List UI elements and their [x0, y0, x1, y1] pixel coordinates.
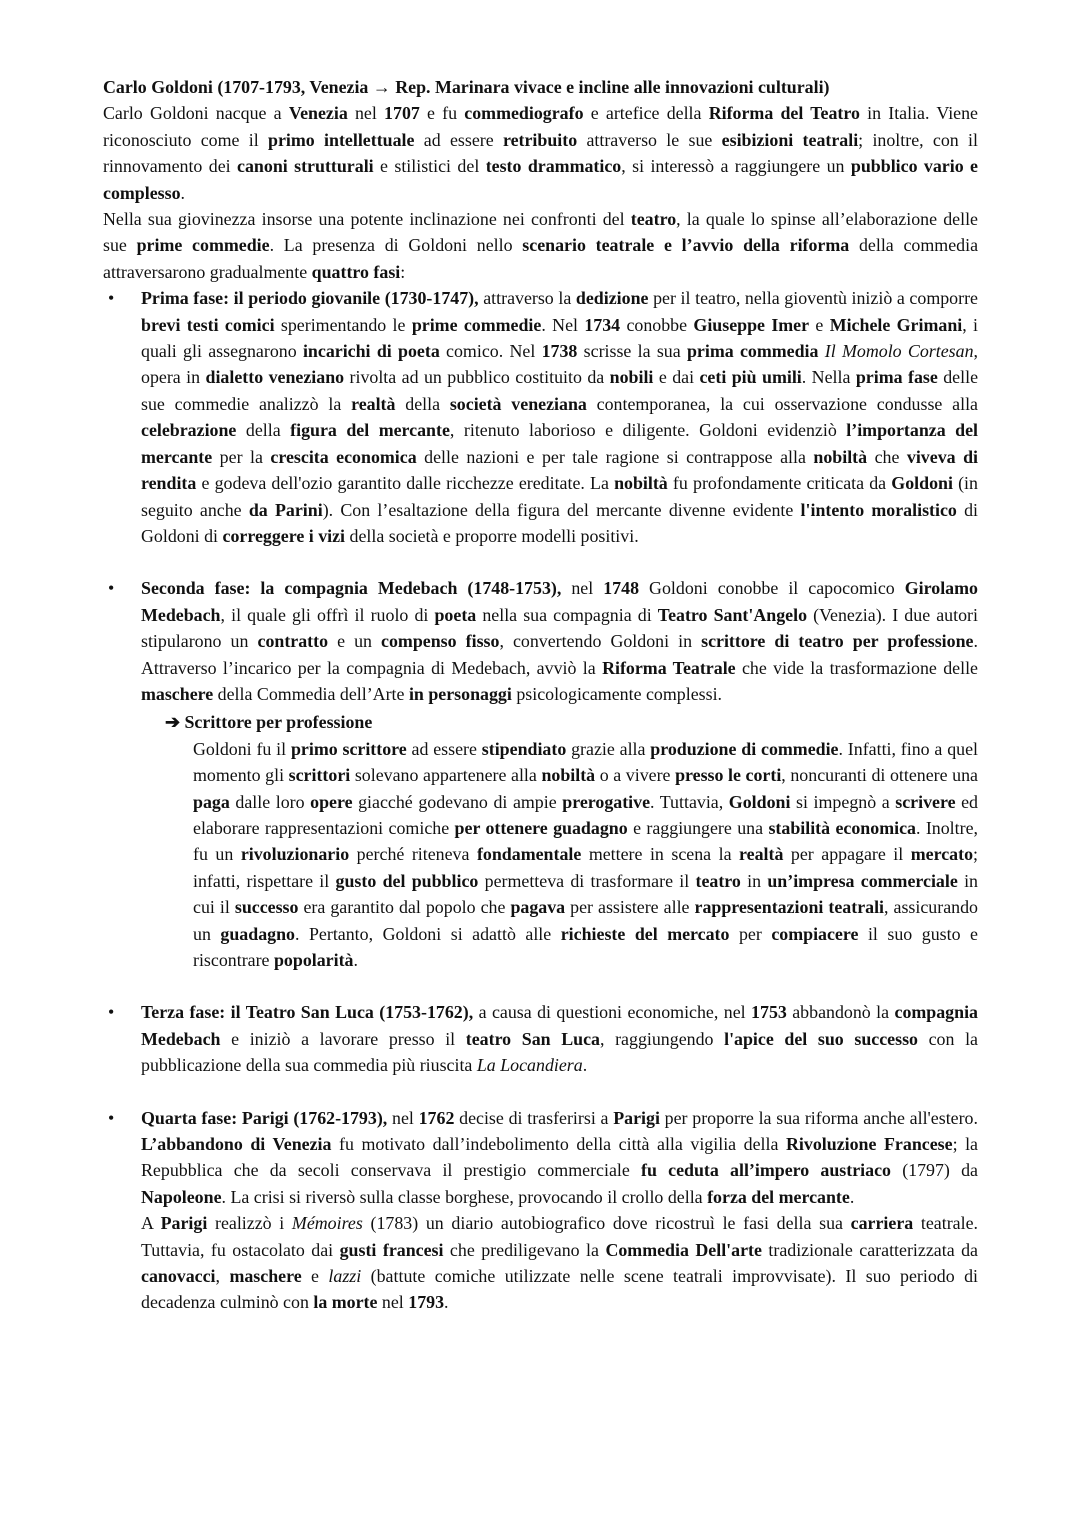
text-run: nobiltà — [541, 765, 596, 786]
text-run: : — [400, 261, 406, 282]
text-run: Napoleone — [141, 1186, 222, 1207]
text-run: canovacci — [141, 1266, 216, 1287]
text-run: per il teatro, nella gioventù iniziò a comporre — [648, 288, 978, 309]
text-run: . La presenza di Goldoni nello — [269, 235, 523, 256]
text-run: Parigi — [613, 1107, 660, 1128]
text-run: delle nazioni e per tale ragione si contrappose alla — [416, 446, 814, 467]
text-run: . Inoltre, fu un — [193, 817, 978, 865]
text-run: quattro fasi — [311, 261, 401, 282]
text-run: il suo gusto e riscontrare — [193, 923, 978, 970]
text-run: (Venezia). I due autori stipularono un — [141, 604, 978, 652]
text-run: l'apice del suo successo — [724, 1028, 918, 1049]
text-run: e godeva dell'ozio garantito dalle ricchezze ereditate. La — [196, 473, 615, 494]
phases-list — [103, 285, 978, 1316]
text-run: rivoluzionario — [240, 844, 350, 865]
text-run: rappresentazioni teatrali — [694, 897, 885, 918]
text-run: . — [353, 950, 358, 970]
text-run: Carlo Goldoni nacque a — [103, 103, 289, 124]
text-run: conobbe — [620, 314, 694, 335]
text-run: Goldoni fu il — [193, 738, 291, 759]
text-run: e iniziò a lavorare presso il — [220, 1028, 466, 1049]
text-run: scrivere — [895, 791, 956, 812]
text-run: teatro San Luca — [465, 1028, 600, 1049]
text-run: , si interessò a raggiungere un — [621, 156, 851, 177]
text-run: opere — [310, 791, 353, 812]
text-run: 1762 — [418, 1107, 455, 1128]
text-run: per assistere alle — [565, 897, 695, 918]
text-run: prima commedia — [686, 341, 819, 362]
text-run: nel — [561, 578, 604, 599]
text-run: canoni strutturali — [237, 156, 374, 177]
text-run: nel — [377, 1292, 409, 1313]
text-run: . Infatti, fino a quel momento gli — [193, 738, 978, 786]
text-run: nel — [387, 1107, 419, 1128]
text-run: scenario teatrale e l’avvio della riforma — [522, 235, 850, 256]
text-run: e — [809, 314, 830, 335]
text-run: , la quale lo spinse all’elaborazione delle sue — [103, 209, 978, 256]
text-run: (battute comiche utilizzate nelle scene teatrali improvvisate). Il suo periodo di decadenza culminò con — [141, 1266, 978, 1313]
text-run: e — [301, 1266, 329, 1287]
text-run: A — [141, 1213, 161, 1234]
text-run: psicologicamente complessi. — [511, 683, 723, 704]
text-run: successo — [234, 897, 299, 918]
text-run: incarichi di poeta — [302, 341, 440, 362]
text-run: 1707 — [384, 103, 420, 124]
text-run: grazie alla — [566, 738, 651, 759]
text-run: , convertendo Goldoni in — [499, 631, 702, 652]
text-run: retribuito — [502, 129, 578, 150]
text-run: dialetto veneziano — [205, 367, 345, 388]
text-run: fu profondamente criticata da — [667, 473, 892, 494]
text-run: . Nel — [541, 314, 585, 335]
text-run: a causa di questioni economiche, nel — [473, 1002, 752, 1023]
text-run: . — [582, 1055, 588, 1076]
text-run: ; la Repubblica che da secoli conservava il prestigio commerciale — [141, 1134, 979, 1181]
text-run: in cui il — [193, 870, 978, 918]
text-run: Prima fase: il periodo giovanile (1730-1747), — [141, 288, 479, 309]
text-run: , i quali gli assegnarono — [141, 314, 979, 362]
text-run: della Commedia dell’Arte — [213, 683, 409, 704]
text-run: pubblico vario e complesso — [103, 156, 978, 203]
phase-item-fourth — [103, 1105, 978, 1316]
text-run: che — [867, 446, 907, 467]
text-run: , ritenuto laborioso e diligente. Goldoni evidenziò — [449, 420, 847, 441]
text-run: teatro — [630, 209, 677, 230]
text-run: (in seguito anche — [141, 473, 978, 520]
text-run: l’importanza del mercante — [141, 420, 979, 467]
text-run: scrittore di teatro per professione — [701, 631, 974, 652]
text-run: scrittori — [288, 765, 351, 786]
text-run: viveva di rendita — [141, 446, 978, 494]
text-run: guadagno — [220, 923, 295, 944]
text-run: , raggiungendo — [600, 1028, 725, 1049]
text-run: ceti più umili — [699, 367, 802, 388]
intro-section — [103, 100, 978, 285]
text-run: e fu — [419, 103, 465, 124]
text-run: realizzò i — [207, 1213, 292, 1234]
text-run: prerogative — [562, 791, 651, 812]
text-run: comico. Nel — [439, 341, 542, 362]
text-run: la morte — [313, 1292, 378, 1313]
text-run: Riforma Teatrale — [602, 657, 736, 678]
text-run: con la pubblicazione della sua commedia più riuscita — [141, 1028, 978, 1076]
text-run: . Tuttavia, — [650, 791, 729, 812]
text-run: La Locandiera — [476, 1055, 583, 1076]
text-run: contratto — [257, 631, 329, 652]
text-run: per appagare il — [783, 844, 911, 865]
text-run: compiacere — [771, 923, 859, 944]
text-run: per ottenere guadagno — [454, 817, 628, 838]
text-run: Il Momolo Cortesan — [824, 341, 974, 362]
text-run: solevano appartenere alla — [350, 765, 542, 786]
subsection-heading — [165, 709, 978, 735]
text-run: produzione di commedie — [650, 738, 839, 759]
text-run: carriera — [850, 1213, 914, 1234]
text-run: paga — [193, 791, 230, 812]
text-run: Mémoires — [291, 1213, 363, 1234]
text-run: fu ceduta all’impero austriaco — [641, 1160, 891, 1181]
text-run: per la — [212, 446, 271, 467]
text-run: e dai — [653, 367, 700, 388]
intro-paragraph — [103, 206, 978, 285]
text-run: compenso fisso — [381, 631, 500, 652]
text-run: brevi testi comici — [141, 314, 275, 335]
text-run: ; infatti, rispettare il — [193, 844, 979, 891]
text-run: rivolta ad un pubblico costituito da — [344, 367, 610, 388]
text-run: e artefice della — [583, 103, 709, 124]
text-run: poeta — [434, 604, 477, 625]
text-run: e un — [328, 631, 382, 652]
text-run: Commedia Dell'arte — [605, 1239, 762, 1260]
text-run: perché riteneva — [349, 844, 477, 865]
text-run: gusto del pubblico — [335, 870, 479, 891]
text-run: dalle loro — [229, 791, 311, 812]
text-run: Girolamo Medebach — [141, 578, 978, 625]
text-run: L’abbandono di Venezia — [141, 1134, 332, 1155]
text-run: scrisse la sua — [577, 341, 687, 362]
text-run: in Italia. Viene riconosciuto come il — [103, 103, 978, 150]
text-run: Quarta fase: Parigi (1762-1793), — [141, 1107, 388, 1128]
text-run: della società e proporre modelli positivi. — [345, 525, 639, 546]
text-run: presso le corti — [675, 765, 782, 786]
text-run: nella sua compagnia di — [476, 604, 658, 625]
text-run: ad essere — [406, 738, 482, 759]
text-run: Goldoni — [891, 473, 953, 494]
text-run: . — [180, 182, 186, 203]
text-run: in — [740, 870, 768, 891]
text-run: di Goldoni di — [141, 499, 978, 546]
text-run: delle sue commedie analizzò la — [141, 367, 979, 414]
text-run: crescita economica — [270, 446, 417, 467]
text-run: Teatro Sant'Angelo — [657, 604, 808, 625]
intro-paragraph — [103, 100, 978, 206]
text-run: tradizionale caratterizzata da — [761, 1239, 978, 1260]
text-run: Nella sua giovinezza insorse una potente inclinazione nei confronti del — [103, 209, 631, 230]
text-run: Michele Grimani — [829, 314, 963, 335]
text-run: sperimentando le — [274, 314, 412, 335]
text-run: era garantito dal popolo che — [298, 897, 511, 918]
subsection-paragraph — [193, 736, 978, 974]
text-run: Parigi — [160, 1213, 208, 1234]
text-run: teatro — [695, 870, 741, 891]
text-run: mettere in scena la — [581, 844, 740, 865]
phase-paragraph — [141, 575, 978, 707]
text-run: l'intento moralistico — [800, 499, 957, 520]
text-run: . Pertanto, Goldoni si adattò alle — [294, 923, 561, 944]
text-run: decise di trasferirsi a — [454, 1107, 614, 1128]
text-run: teatrale. Tuttavia, fu ostacolato dai — [141, 1213, 978, 1260]
text-run: 1793 — [408, 1292, 445, 1313]
text-run: (1797) da — [890, 1160, 978, 1181]
text-run: attraverso la — [478, 288, 576, 309]
text-run: nel — [347, 103, 385, 124]
text-run: permetteva di trasformare il — [478, 870, 696, 891]
text-run: . Nella — [801, 367, 856, 388]
text-run: , noncuranti di ottenere una — [781, 765, 978, 786]
text-run: dedizione — [575, 288, 649, 309]
text-run: ). Con l’esaltazione della figura del mercante divenne evidente — [322, 499, 801, 520]
text-run: si impegnò a — [790, 791, 896, 812]
document-title: Carlo Goldoni (1707-1793, Venezia → Rep. Marinara vivace e incline alle innovazioni culturali) — [103, 77, 830, 97]
text-run: per — [729, 923, 772, 944]
text-run: Goldoni — [728, 791, 791, 812]
text-run: da Parini — [248, 499, 323, 520]
text-run: ad essere — [414, 129, 503, 150]
text-run: 1734 — [584, 314, 621, 335]
text-run: Goldoni conobbe il capocomico — [639, 578, 905, 599]
text-run: richieste del mercato — [560, 923, 730, 944]
text-run: prima fase — [855, 367, 938, 388]
text-run: commediografo — [464, 103, 584, 124]
text-run: maschere — [141, 683, 214, 704]
text-run: stabilità economica — [768, 817, 916, 838]
text-run: realtà — [351, 393, 396, 414]
text-run: (1783) un diario autobiografico dove ricostruì le fasi della sua — [362, 1213, 851, 1234]
text-run: figura del mercante — [290, 420, 450, 441]
text-run: società veneziana — [449, 393, 587, 414]
text-run: Giuseppe Imer — [693, 314, 810, 335]
text-run: . — [849, 1186, 855, 1207]
text-run: prime commedie — [411, 314, 542, 335]
text-run: , — [215, 1266, 230, 1287]
subsection-writer-by-profession — [165, 709, 978, 973]
text-run: . — [444, 1292, 449, 1313]
text-run: lazzi — [328, 1266, 362, 1287]
text-run: contemporanea, la cui osservazione condusse alla — [586, 393, 978, 414]
text-run: prime commedie — [136, 235, 270, 256]
text-run: stipendiato — [481, 738, 567, 759]
text-run: , opera in — [141, 341, 978, 388]
text-run: realtà — [739, 844, 784, 865]
text-run: compagnia Medebach — [141, 1002, 978, 1049]
text-run: Venezia — [288, 103, 348, 124]
text-run: 1738 — [541, 341, 578, 362]
text-run: 1753 — [751, 1002, 787, 1023]
text-run: della commedia attraversarono gradualmente — [103, 235, 979, 282]
text-run: forza del mercante — [707, 1186, 850, 1207]
text-run: e stilistici del — [373, 156, 486, 177]
text-run: . La crisi si riversò sulla classe borghese, provocando il crollo della — [221, 1186, 708, 1207]
text-run: che prediligevano la — [443, 1239, 606, 1260]
phase-item-first — [103, 285, 978, 549]
text-run: gusti francesi — [339, 1239, 444, 1260]
text-run: primo intellettuale — [268, 129, 415, 150]
phase-item-third — [103, 999, 978, 1078]
text-run: fondamentale — [476, 844, 582, 865]
phase-paragraph — [141, 999, 978, 1078]
text-run: primo scrittore — [290, 738, 407, 759]
text-run: celebrazione — [141, 420, 237, 441]
subsection-heading-label: Scrittore per professione — [184, 712, 373, 733]
phase-item-second — [103, 575, 978, 973]
text-run: correggere i vizi — [222, 525, 346, 546]
text-run: 1748 — [603, 578, 640, 599]
text-run: . Attraverso l’incarico per la compagnia di Medebach, avviò la — [141, 631, 978, 678]
text-run: della — [395, 393, 450, 414]
text-run: ; inoltre, con il rinnovamento dei — [103, 129, 978, 177]
phase-paragraph — [141, 1105, 978, 1211]
text-run: , il quale gli offrì il ruolo di — [220, 604, 435, 625]
text-run: maschere — [229, 1266, 302, 1287]
text-run: abbandonò la — [786, 1002, 895, 1023]
text-run: e raggiungere una — [627, 817, 769, 838]
text-run: nobili — [609, 367, 654, 388]
text-run: in personaggi — [408, 683, 512, 704]
text-run: fu motivato dall’indebolimento della città alla vigilia della — [331, 1134, 786, 1155]
text-run: esibizioni teatrali — [721, 129, 859, 150]
text-run: popolarità — [273, 950, 354, 970]
phase-paragraph — [141, 285, 978, 549]
text-run: della — [236, 420, 291, 441]
text-run: un’impresa commerciale — [767, 870, 958, 891]
text-run: o a vivere — [595, 765, 676, 786]
text-run: Seconda fase: la compagnia Medebach (1748-1753), — [141, 578, 562, 599]
text-run: nobiltà — [614, 473, 668, 494]
text-run: , assicurando un — [193, 897, 978, 944]
text-run: nobiltà — [813, 446, 868, 467]
text-run: Terza fase: il Teatro San Luca (1753-1762), — [141, 1002, 474, 1023]
text-run: Riforma del Teatro — [708, 103, 860, 124]
text-run: pagava — [510, 897, 566, 918]
arrow-right-icon: ➔ — [165, 712, 180, 733]
phase-paragraph — [141, 1210, 978, 1316]
text-run: testo drammatico — [485, 156, 622, 177]
text-run: attraverso le sue — [577, 129, 722, 150]
text-run: giacché godevano di ampie — [352, 791, 563, 812]
text-run: Rivoluzione Francese — [786, 1134, 953, 1155]
text-run: mercato — [910, 844, 974, 865]
text-run: ed elaborare rappresentazioni comiche — [193, 791, 978, 838]
text-run: per proporre la sua riforma anche all'estero. — [659, 1107, 978, 1128]
text-run: che vide la trasformazione delle — [735, 657, 978, 678]
